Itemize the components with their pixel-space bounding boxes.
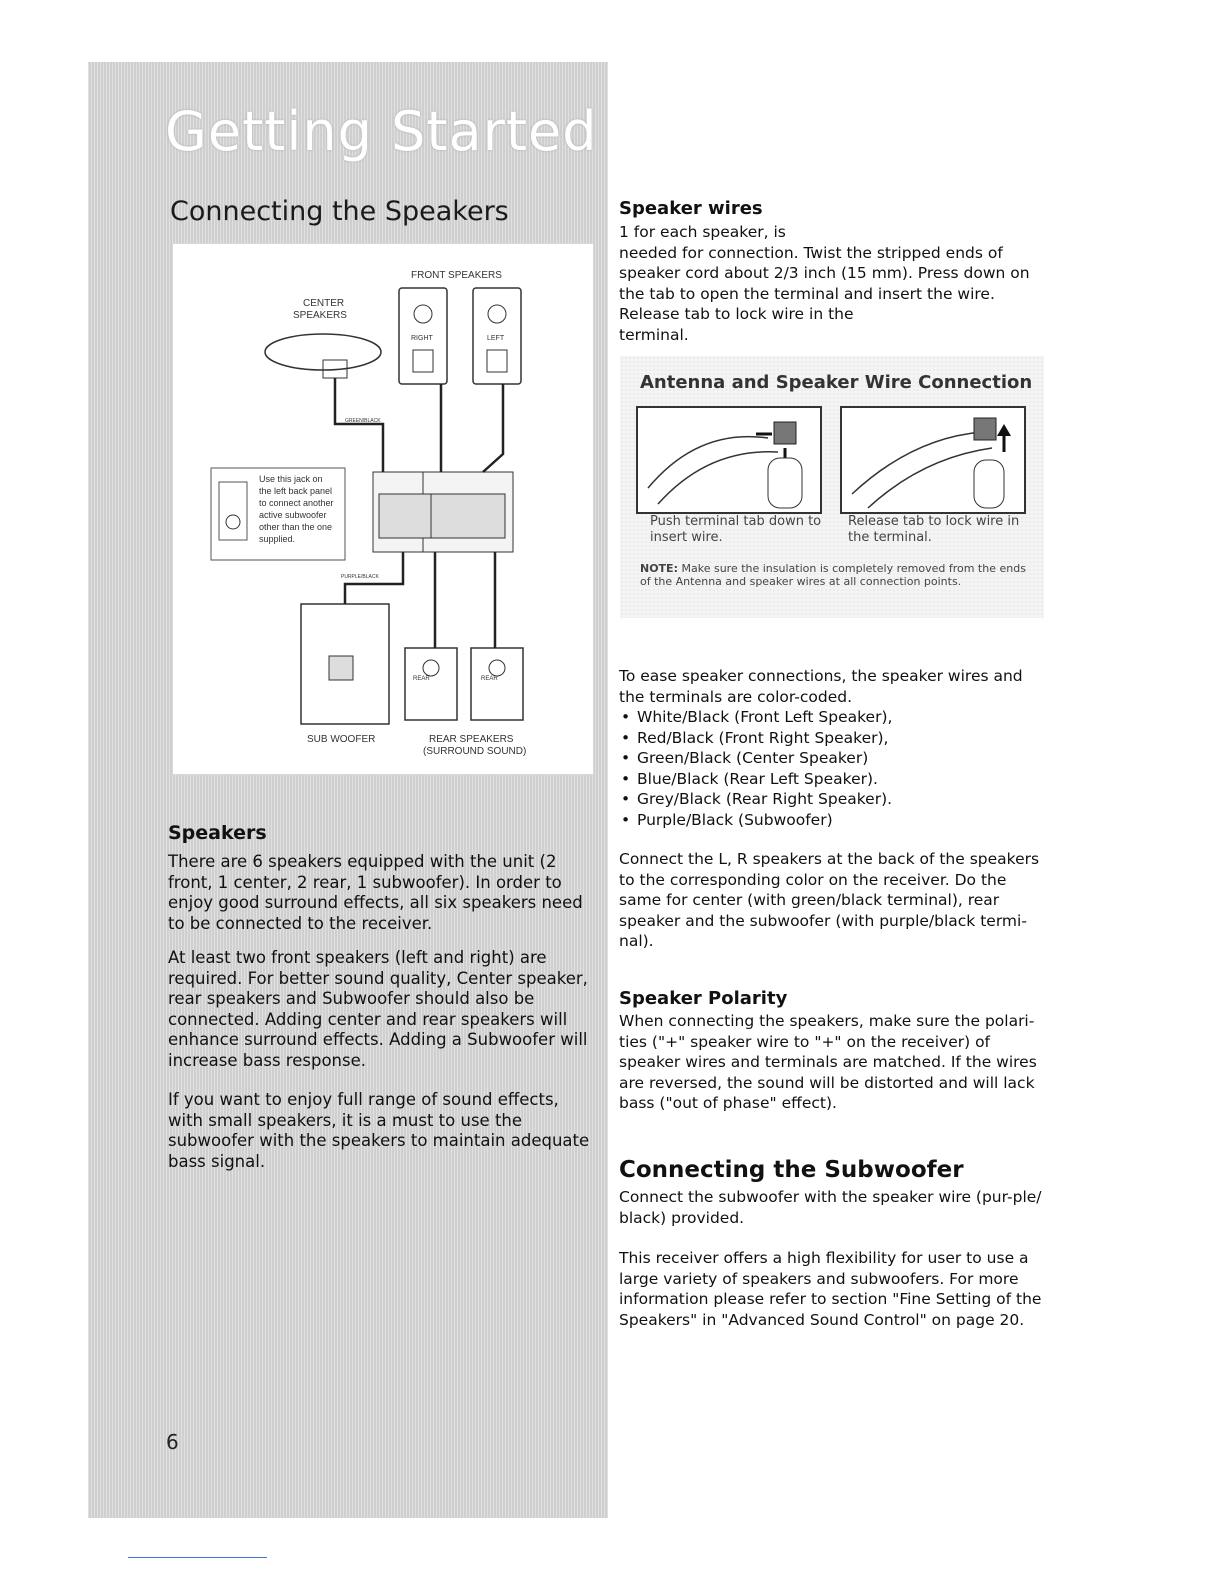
subwoofer-paragraph-1: Connect the subwoofer with the speaker wire (pur-ple/ black) provided.: [619, 1188, 1042, 1227]
speaker-wires-last-line: terminal.: [619, 325, 689, 344]
jack-note-line-5: other than the one: [259, 522, 333, 532]
jack-note-line-4: active subwoofer: [259, 510, 327, 520]
list-item: • Purple/Black (Subwoofer): [619, 810, 1049, 831]
label-left: LEFT: [487, 335, 505, 342]
color-code-section: [619, 666, 1049, 830]
label-rear-speakers: REAR SPEAKERS: [429, 734, 514, 745]
jack-note-line-1: Use this jack on: [259, 474, 323, 484]
label-front-speakers: FRONT SPEAKERS: [411, 270, 502, 281]
polarity-paragraph: When connecting the speakers, make sure the polari-ties ("+" speaker wire to "+" on the receiver) of speaker wires and terminals are matched. If the wires are reversed, the sound will be distorted and will lack bass ("out of phase" effect).: [619, 1012, 1037, 1112]
page-number: 6: [166, 1430, 179, 1454]
antenna-title: Antenna and Speaker Wire Connection: [640, 372, 1033, 393]
banner-title: Getting Started: [165, 100, 598, 163]
push-tab-caption: Push terminal tab down to insert wire.: [650, 514, 822, 545]
connect-paragraph: Connect the L, R speakers at the back of the speakers to the corresponding color on the receiver. Do the same for center (with green/black terminal), rear speaker and the subwoofer (with purple/black termi-nal).: [619, 850, 1040, 950]
footer-rule: [128, 1557, 267, 1558]
color-code-intro: To ease speaker connections, the speaker wires and the terminals are color-coded.: [619, 667, 1023, 706]
list-item: • Red/Black (Front Right Speaker),: [619, 728, 1049, 749]
release-tab-caption: Release tab to lock wire in the terminal.: [848, 514, 1020, 545]
label-rear-left: REAR: [413, 676, 430, 682]
list-item: • White/Black (Front Left Speaker),: [619, 707, 1049, 728]
antenna-note-label: NOTE:: [640, 562, 678, 575]
label-rear-right: REAR: [481, 676, 498, 682]
label-sub-woofer: SUB WOOFER: [307, 734, 376, 745]
rear-left-speaker: [405, 648, 457, 720]
jack-note-line-3: to connect another: [259, 498, 334, 508]
label-right: RIGHT: [411, 335, 433, 342]
rear-right-speaker: [471, 648, 523, 720]
speakers-paragraph-2: At least two front speakers (left and right) are required. For better sound quality, Center speaker, rear speakers and Subwoofer should also be connected. Adding center and rear speakers will enhance surround effects. Adding a Subwoofer will increase bass response.: [168, 948, 588, 1070]
subwoofer-heading: Connecting the Subwoofer: [619, 1157, 964, 1183]
speakers-paragraph-1: There are 6 speakers equipped with the unit (2 front, 1 center, 2 rear, 1 subwoofer). In order to enjoy good surround effects, all six speakers need to be connected to the receiver.: [168, 852, 583, 933]
push-tab-illustration: [636, 406, 822, 514]
list-item: • Green/Black (Center Speaker): [619, 748, 1049, 769]
speaker-wires-text: [619, 222, 1049, 345]
speaker-wires-body: needed for connection. Twist the stripped ends of speaker cord about 2/3 inch (15 mm). Press down on the tab to open the terminal and insert the wire. Release tab to lock wire in the: [619, 243, 1030, 323]
antenna-note-text: Make sure the insulation is completely removed from the ends of the Antenna and speaker wires at all connection points.: [640, 562, 1026, 588]
diagram-svg: [173, 244, 593, 774]
speaker-connection-diagram: [172, 243, 594, 775]
label-surround-sound: (SURROUND SOUND): [423, 746, 527, 757]
label-center: CENTER: [303, 298, 345, 309]
speaker-wires-line-1: 1 for each speaker, is: [619, 223, 786, 241]
center-wire: [335, 378, 383, 472]
list-item: • Blue/Black (Rear Left Speaker).: [619, 769, 1049, 790]
jack-note-line-2: the left back panel: [259, 486, 333, 496]
label-speakers: SPEAKERS: [293, 310, 347, 321]
section-title: Connecting the Speakers: [170, 196, 509, 227]
speaker-wires-heading: Speaker wires: [619, 198, 763, 219]
jack-note-line-6: supplied.: [259, 534, 296, 544]
subwoofer-paragraph-2: This receiver offers a high flexibility for user to use a large variety of speakers and subwoofers. For more information please refer to section "Fine Setting of the Speakers" in "Advanced Sound Control" on page 20.: [619, 1249, 1042, 1329]
polarity-heading: Speaker Polarity: [619, 988, 788, 1009]
release-tab-illustration: [840, 406, 1026, 514]
speakers-paragraph-3: If you want to enjoy full range of sound effects, with small speakers, it is a must to use the subwoofer with the speakers to maintain adequate bass signal.: [168, 1090, 590, 1171]
antenna-note: [640, 562, 1040, 588]
label-purple-black: PURPLE/BLACK: [341, 574, 379, 580]
label-green-black: GREEN/BLACK: [345, 418, 381, 424]
color-code-list: [619, 707, 1049, 830]
speakers-heading: Speakers: [168, 822, 267, 844]
front-left-wire: [483, 384, 503, 472]
list-item: • Grey/Black (Rear Right Speaker).: [619, 789, 1049, 810]
